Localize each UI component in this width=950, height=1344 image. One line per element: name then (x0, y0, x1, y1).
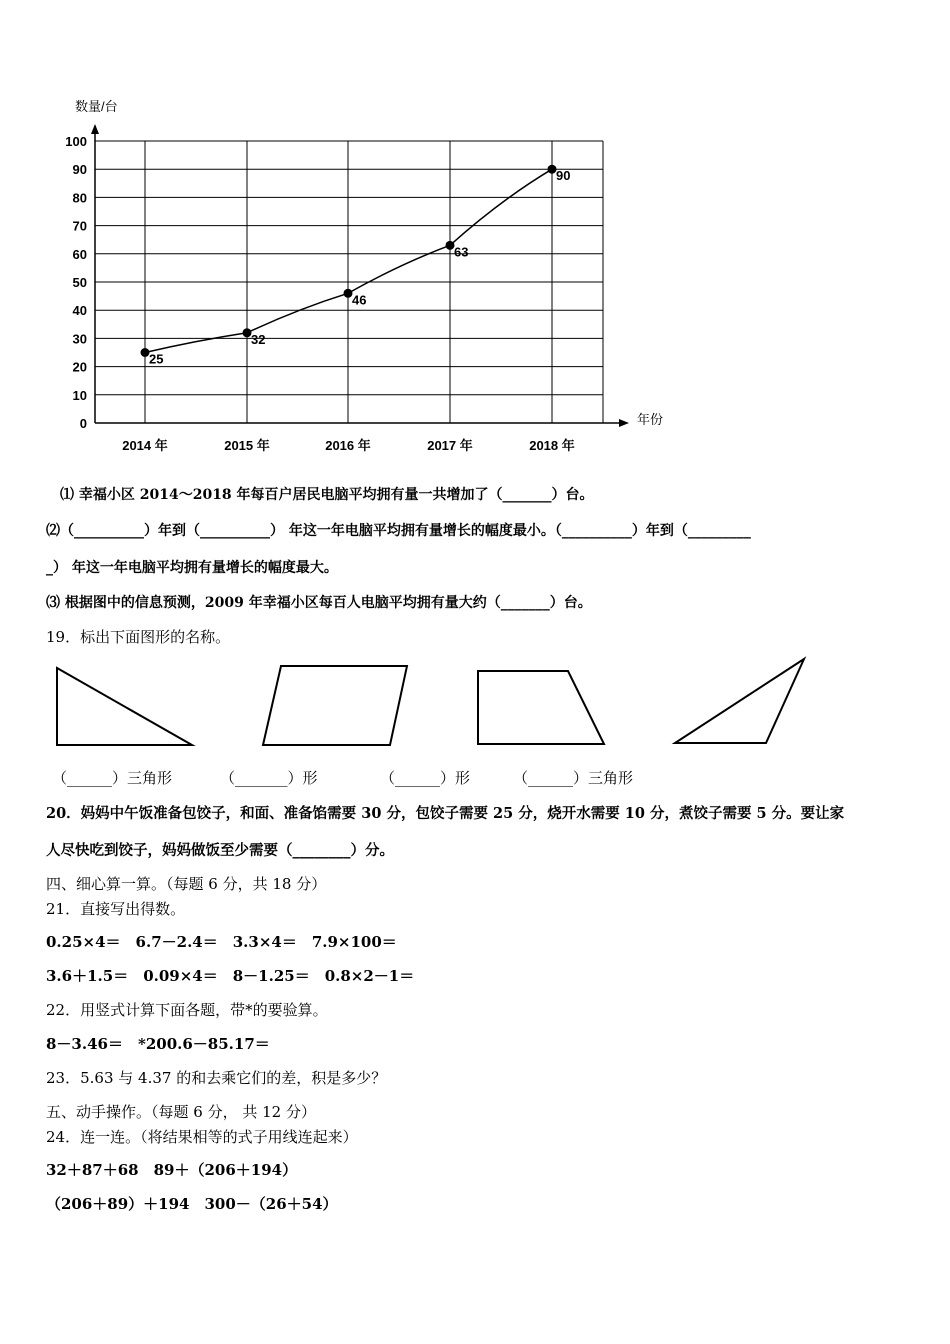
x-tick-label: 2014 年 (122, 438, 168, 453)
y-tick-label: 30 (72, 331, 87, 347)
question-22-row: 8－3.46＝ *200.6－85.17＝ (46, 1035, 270, 1053)
right-triangle (57, 668, 192, 745)
data-label: 25 (149, 351, 164, 367)
shape-label-3: （______）形 (380, 769, 471, 787)
shapes (0, 655, 950, 755)
question-19: 19．标出下面图形的名称。 (46, 628, 231, 646)
data-label: 32 (251, 331, 266, 347)
x-axis-label: 年份 (637, 412, 664, 427)
y-tick-label: 10 (72, 387, 87, 403)
x-axis-arrow (619, 419, 629, 427)
data-label: 90 (556, 168, 571, 184)
question-20: 20．妈妈中午饭准备包饺子，和面、准备馅需要 30 分，包饺子需要 25 分，烧开水需要 10 分，煮饺子需要 5 分。要让家 (46, 805, 845, 822)
question-21-row-1: 0.25×4＝ 6.7－2.4＝ 3.3×4＝ 7.9×100＝ (46, 933, 397, 951)
question-23: 23．5.63 与 4.37 的和去乘它们的差，积是多少？ (46, 1069, 387, 1087)
y-tick-label: 50 (72, 275, 87, 290)
y-tick-label: 80 (72, 190, 87, 206)
line-chart (0, 0, 700, 470)
parallelogram (263, 666, 407, 745)
y-tick-label: 20 (72, 359, 87, 375)
x-tick-label: 2015 年 (224, 438, 270, 453)
question-21: 21．直接写出得数。 (46, 900, 186, 918)
y-tick-label: 70 (72, 218, 87, 234)
shape-label-4: （______）三角形 (513, 769, 634, 787)
question-22: 22．用竖式计算下面各题，带*的要验算。 (46, 1001, 328, 1019)
x-tick-label: 2018 年 (529, 438, 575, 453)
question-24-row-1: 32＋87＋68 89＋（206＋194） (46, 1161, 298, 1179)
y-axis-arrow (91, 124, 99, 134)
trapezoid (478, 671, 604, 744)
section-4-title: 四、细心算一算。（每题 6 分，共 18 分） (46, 875, 327, 893)
shape-label-1: （______）三角形 (52, 769, 173, 787)
y-tick-label: 90 (72, 162, 87, 178)
shape-label-2: （_______）形 (220, 769, 318, 787)
y-tick-label: 0 (79, 416, 87, 431)
question-18-2-cont: _） 年这一年电脑平均拥有量增长的幅度最大。 (46, 560, 338, 576)
data-label: 63 (454, 244, 469, 260)
question-24: 24．连一连。（将结果相等的式子用线连起来） (46, 1128, 358, 1146)
question-18-1: ⑴ 幸福小区 2014～2018 年每百户居民电脑平均拥有量一共增加了（_______）台。 (60, 487, 594, 503)
y-axis-label: 数量/台 (75, 99, 118, 114)
x-tick-label: 2017 年 (427, 438, 473, 453)
section-5-title: 五、动手操作。（每题 6 分， 共 12 分） (46, 1103, 316, 1121)
question-24-row-2: （206＋89）＋194 300－（26＋54） (46, 1195, 338, 1213)
question-18-3: ⑶ 根据图中的信息预测，2009 年幸福小区每百人电脑平均拥有量大约（_______）台。 (46, 595, 592, 611)
y-tick-label: 40 (72, 303, 87, 319)
obtuse-triangle (675, 659, 804, 743)
question-20-cont: 人尽快吃到饺子，妈妈做饭至少需要（________）分。 (46, 842, 394, 859)
data-label: 46 (352, 292, 367, 308)
y-tick-label: 100 (65, 134, 87, 149)
question-18-2: ⑵（__________）年到（__________） 年这一年电脑平均拥有量增长的幅度最小。（__________）年到（_________ (46, 523, 751, 539)
y-tick-label: 60 (72, 246, 87, 262)
x-tick-label: 2016 年 (325, 438, 371, 453)
question-21-row-2: 3.6＋1.5＝ 0.09×4＝ 8－1.25＝ 0.8×2－1＝ (46, 967, 415, 985)
